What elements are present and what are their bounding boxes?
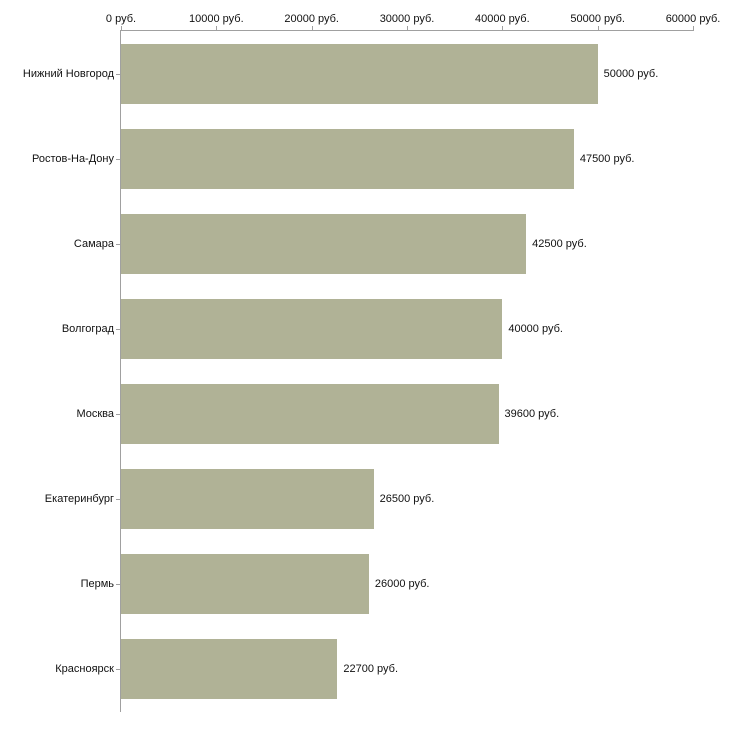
x-axis-tick-mark — [121, 26, 122, 31]
bar-row[interactable] — [121, 129, 730, 189]
bar-value-label: 26000 руб. — [374, 578, 430, 591]
y-axis-tick-mark — [116, 584, 121, 585]
x-axis-tick-label: 20000 руб. — [284, 13, 339, 25]
bar-row[interactable] — [121, 554, 730, 614]
category-label: Волгоград — [61, 322, 114, 335]
x-axis-tick-label: 10000 руб. — [189, 13, 244, 25]
x-axis-tick-mark — [407, 26, 408, 31]
y-axis-tick-mark — [116, 669, 121, 670]
y-axis-tick-mark — [116, 74, 121, 75]
x-axis-tick-mark — [312, 26, 313, 31]
bar[interactable] — [121, 129, 574, 189]
bar[interactable] — [121, 214, 526, 274]
bar[interactable] — [121, 384, 499, 444]
bar-value-label: 50000 руб. — [603, 67, 659, 80]
y-axis-tick-mark — [116, 244, 121, 245]
bar-value-label: 22700 руб. — [343, 663, 399, 676]
x-axis-tick-mark — [693, 26, 694, 31]
x-axis-tick-label: 0 руб. — [105, 13, 137, 25]
x-axis-tick-label: 50000 руб. — [570, 13, 625, 25]
category-label: Самара — [73, 237, 114, 250]
x-axis-tick-mark — [502, 26, 503, 31]
bar-value-label: 42500 руб. — [532, 237, 587, 250]
bar-row[interactable] — [121, 44, 730, 104]
x-axis-tick-mark — [598, 26, 599, 31]
bar-value-label: 47500 руб. — [579, 152, 635, 165]
category-label: Пермь — [80, 578, 114, 591]
y-axis-tick-mark — [116, 159, 121, 160]
bar-row[interactable] — [121, 384, 730, 444]
x-axis-tick-mark — [216, 26, 217, 31]
bar-row[interactable] — [121, 639, 730, 699]
x-axis-tick-label: 30000 руб. — [379, 13, 435, 25]
bar[interactable] — [121, 44, 598, 104]
bar-row[interactable] — [121, 214, 730, 274]
y-axis-tick-mark — [116, 414, 121, 415]
x-axis-tick-label: 40000 руб. — [475, 13, 530, 25]
category-label: Красноярск — [55, 663, 114, 676]
y-axis-tick-mark — [116, 329, 121, 330]
x-axis-tick-label: 60000 руб. — [665, 13, 721, 25]
bar-value-label: 39600 руб. — [504, 408, 560, 421]
bar-row[interactable] — [121, 469, 730, 529]
category-label: Ростов-На-Дону — [31, 152, 114, 165]
bar-value-label: 40000 руб. — [508, 322, 563, 335]
bar[interactable] — [121, 299, 502, 359]
bar[interactable] — [121, 554, 369, 614]
bar-row[interactable] — [121, 299, 730, 359]
category-label: Нижний Новгород — [22, 67, 114, 80]
bar[interactable] — [121, 639, 337, 699]
y-axis-tick-mark — [116, 499, 121, 500]
bar-value-label: 26500 руб. — [379, 493, 435, 506]
bar[interactable] — [121, 469, 374, 529]
category-label: Москва — [76, 408, 114, 421]
category-label: Екатеринбург — [44, 493, 114, 506]
